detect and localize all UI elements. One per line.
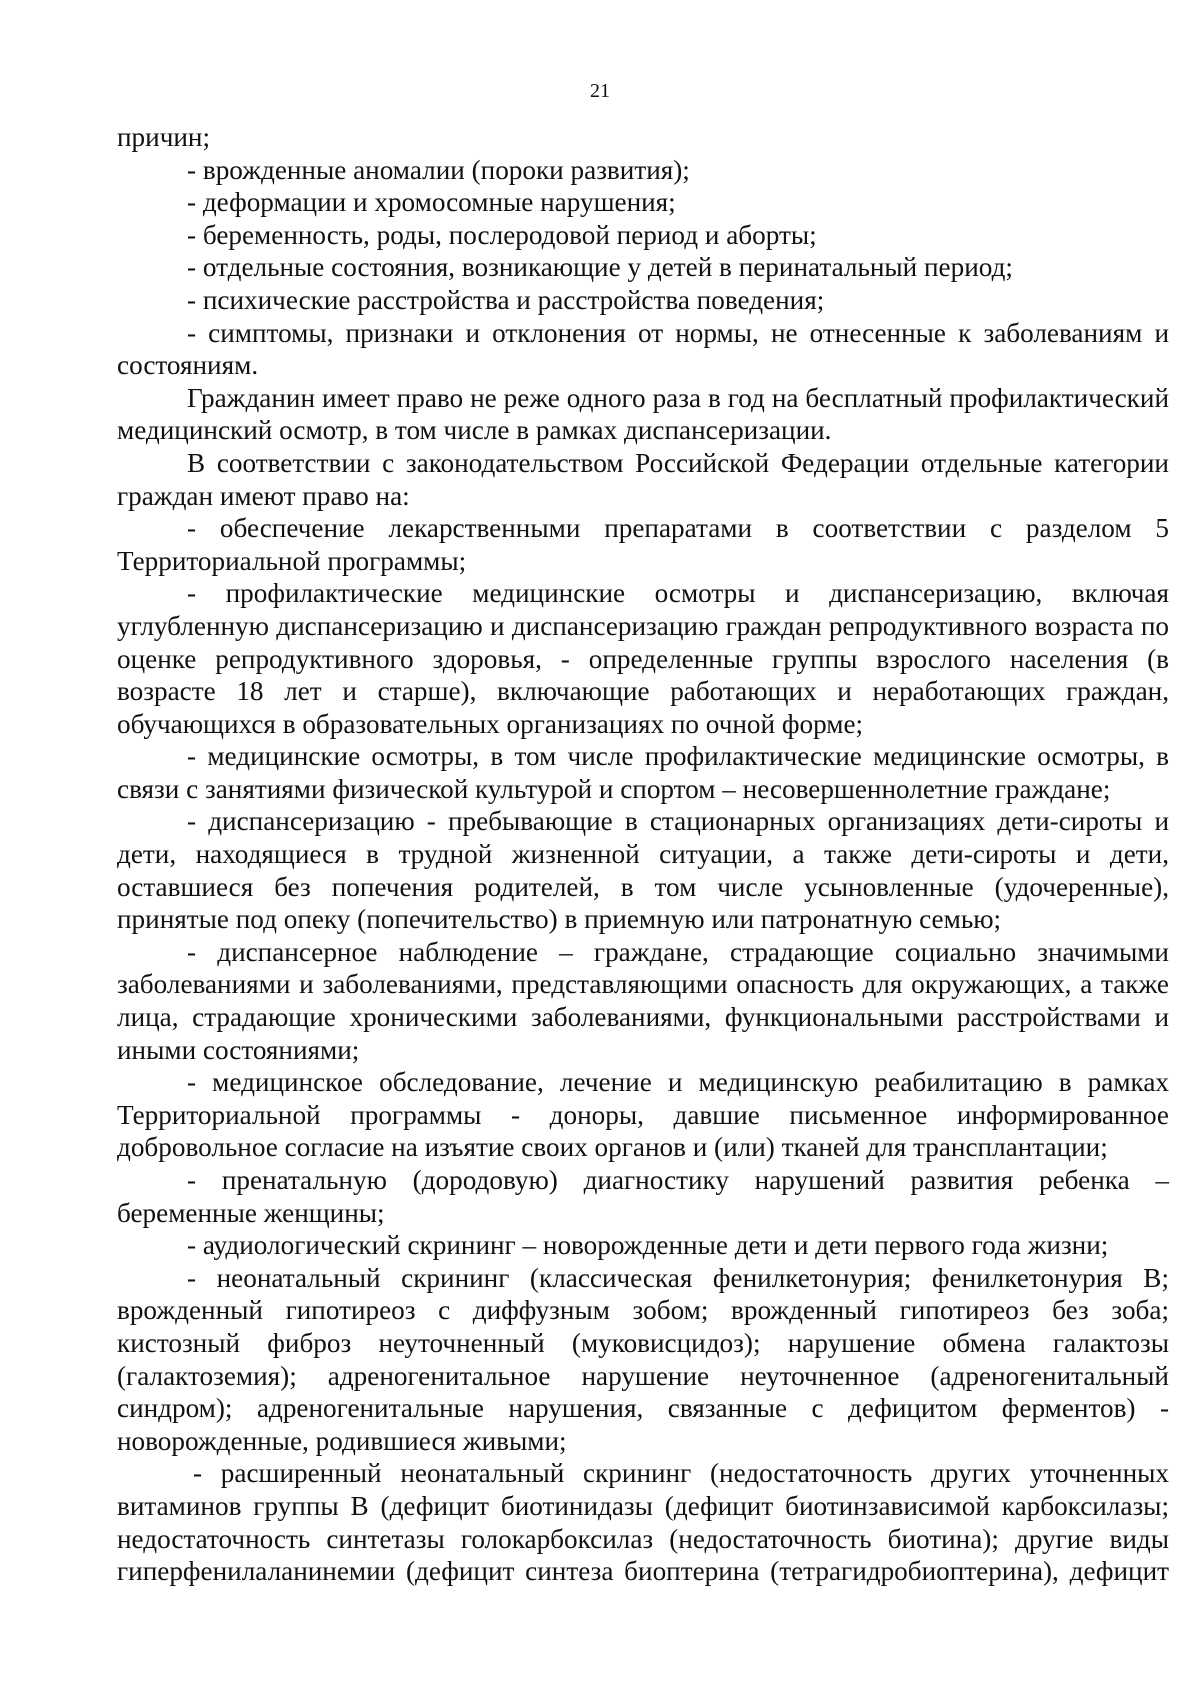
list-item: - аудиологический скрининг – новорожденные дети и дети первого года жизни; (187, 1230, 1109, 1261)
list-item: - отдельные состояния, возникающие у детей в перинатальный период; (187, 252, 1013, 283)
list-item: - диспансерное наблюдение – граждане, страдающие социально значимыми заболеваниями и заболеваниями, представляющими опасность для окружающих, а также лица, страдающие хроническими заболеваниями, функциональными расстройствами и иными состояниями; (117, 936, 1169, 1065)
list-item: - беременность, роды, послеродовой период и аборты; (187, 219, 817, 250)
paragraph: Гражданин имеет право не реже одного раза в год на бесплатный профилактический медицинский осмотр, в том числе в рамках диспансеризации. (117, 382, 1169, 446)
list-item: - пренатальную (дородовую) диагностику нарушений развития ребенка – беременные женщины; (117, 1165, 1169, 1228)
list-item: - врожденные аномалии (пороки развития); (187, 154, 690, 185)
list-item: - психические расстройства и расстройства поведения; (187, 284, 825, 315)
list-item: - диспансеризацию - пребывающие в стационарных организациях дети-сироты и дети, находящиеся в трудной жизненной ситуации, а также дети-сироты и дети, оставшиеся без попечения родителей, в том числе усыновленные (удочеренные), принятые под опеку (попечительство) в приемную или патронатную семью; (117, 806, 1169, 935)
paragraph: В соответствии с законодательством Российской Федерации отдельные категории граждан имеют право на: (117, 447, 1169, 511)
list-item: - деформации и хромосомные нарушения; (187, 187, 676, 218)
list-item: - медицинское обследование, лечение и медицинскую реабилитацию в рамках Территориальной программы - доноры, давшие письменное информированное добровольное согласие на изъятие своих органов и (или) тканей для трансплантации; (117, 1067, 1169, 1163)
page-number: 21 (590, 80, 610, 102)
list-item: - неонатальный скрининг (классическая фенилкетонурия; фенилкетонурия B; врожденный гипотиреоз с диффузным зобом; врожденный гипотиреоз без зоба; кистозный фиброз неуточненный (муковисцидоз); нарушение обмена галактозы (галактоземия); адреногенитальное нарушение неуточненное (адреногенитальный синдром); адреногенитальные нарушения, связанные с дефицитом ферментов) - новорожденные, родившиеся живыми; (117, 1262, 1169, 1456)
list-item: - симптомы, признаки и отклонения от нормы, не отнесенные к заболеваниям и состояниям. (117, 317, 1169, 381)
paragraph: причин; (117, 122, 211, 152)
list-item: - обеспечение лекарственными препаратами в соответствии с разделом 5 Территориальной программы; (117, 513, 1169, 576)
list-item: - расширенный неонатальный скрининг (недостаточность других уточненных витаминов группы B (дефицит биотинидазы (дефицит биотинзависимой карбоксилазы; недостаточность синтетазы голокарбоксилаз (недостаточность биотина); другие виды гиперфенилаланинемии (дефицит синтеза биоптерина (тетрагидробиоптерина), дефицит (117, 1458, 1169, 1587)
body-text (117, 121, 1169, 1588)
list-item: - профилактические медицинские осмотры и диспансеризацию, включая углубленную диспансеризацию и диспансеризацию граждан репродуктивного возраста по оценке репродуктивного здоровья, - определенные группы взрослого населения (в возрасте 18 лет и старше), включающие работающих и неработающих граждан, обучающихся в образовательных организациях по очной форме; (117, 578, 1169, 739)
list-item: - медицинские осмотры, в том числе профилактические медицинские осмотры, в связи с занятиями физической культурой и спортом – несовершеннолетние граждане; (117, 741, 1169, 804)
